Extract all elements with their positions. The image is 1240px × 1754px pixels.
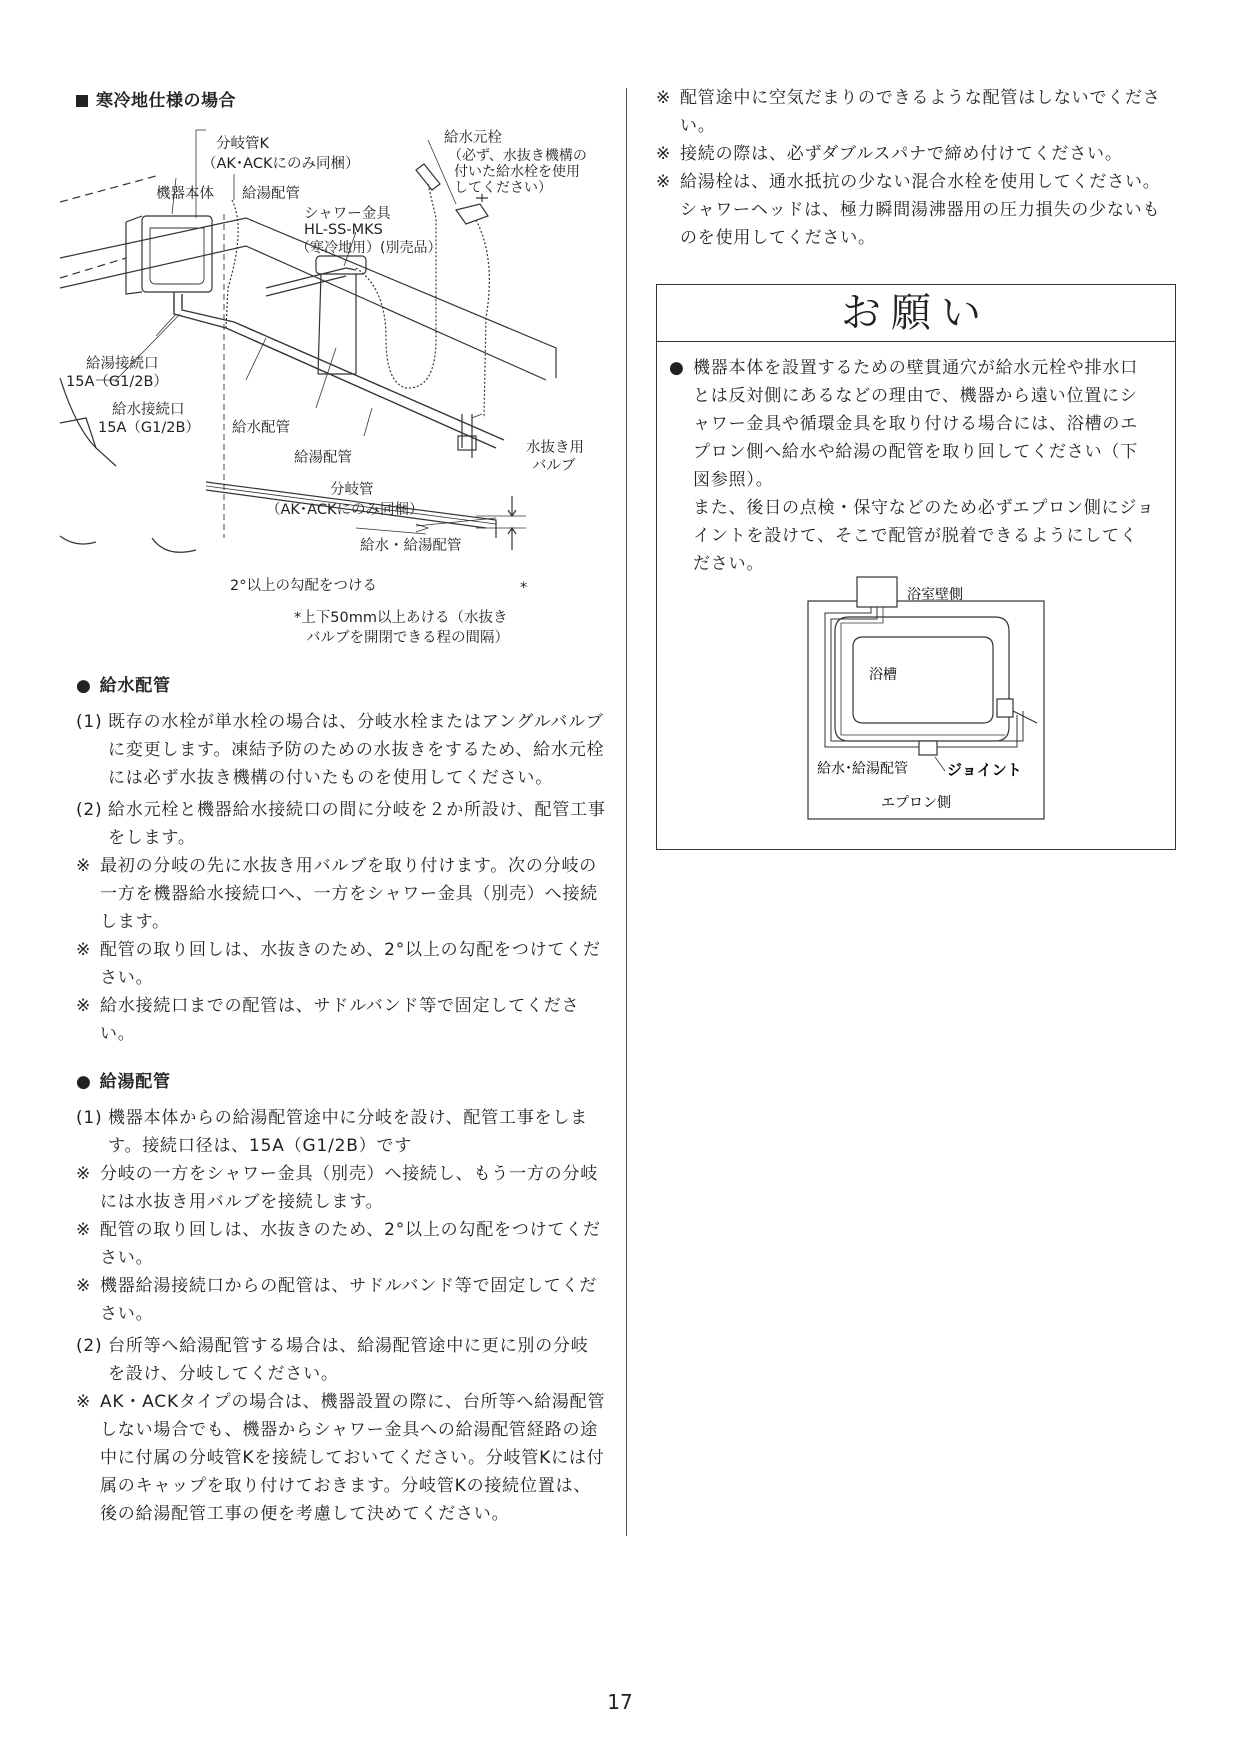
request-bullet: ● xyxy=(669,358,685,378)
request-body xyxy=(657,342,1175,578)
bathtub-layout-diagram xyxy=(807,575,1047,821)
label-gap-note2: バルブを開閉できる程の間隔） xyxy=(306,630,509,646)
label-apron-side: エプロン側 xyxy=(881,795,951,811)
request-paragraph xyxy=(669,354,1155,578)
right-notes xyxy=(656,84,1176,252)
water-supply-note-2: ※ 配管の取り回しは、水抜きのため、2°以上の勾配をつけてください。 xyxy=(76,940,601,988)
hot-water-note-4: ※ AK・ACKタイプの場合は、機器設置の際に、台所等へ給湯配管しない場合でも、機器からシャワー金具への給湯配管経路の途中に付属の分岐管Kを接続しておいてください。分岐管Kには付属のキャップを取り付けておきます。分岐管Kの接続位置は、後の給湯配管工事の便を考慮して決めてください。 xyxy=(76,1392,606,1524)
label-mizunuki-valve1: 水抜き用 xyxy=(526,440,584,456)
bathtub-layout-svg xyxy=(807,575,1047,821)
label-gap-note1: *上下50mm以上あける（水抜き xyxy=(294,610,508,626)
request-para-2: また、後日の点検・保守などのため必ずエプロン側にジョイントを設けて、そこで配管が脱着できるようにしてください。 xyxy=(693,498,1155,574)
page-number: 17 xyxy=(607,1690,633,1714)
label-kyusui-haikan: 給水配管 xyxy=(232,420,290,436)
water-supply-title: ● 給水配管 xyxy=(76,676,171,696)
installation-diagram-svg xyxy=(56,118,616,658)
request-title: お願い xyxy=(657,285,1175,342)
hot-water-title: ● 給湯配管 xyxy=(76,1072,171,1092)
label-kyuto-haikan: 給湯配管 xyxy=(294,450,352,466)
left-column xyxy=(76,672,606,1528)
label-mizunuki-valve2: バルブ xyxy=(532,458,576,474)
water-supply-note-1: ※ 最初の分岐の先に水抜き用バルブを取り付けます。次の分岐の一方を機器給水接続口へ、一方をシャワー金具（別売）へ接続します。 xyxy=(76,856,599,932)
hot-water-note-3: ※ 機器給湯接続口からの配管は、サドルバンド等で固定してください。 xyxy=(76,1276,598,1324)
hot-water-note-1: ※ 分岐の一方をシャワー金具（別売）へ接続し、もう一方の分岐には水抜き用バルブを接続します。 xyxy=(76,1164,599,1212)
section-heading-text: 寒冷地仕様の場合 xyxy=(96,91,236,111)
label-shower-kanagu: シャワー金具 xyxy=(304,206,391,222)
right-note-1: ※ 配管途中に空気だまりのできるような配管はしないでください。 xyxy=(656,88,1161,136)
square-bullet-icon xyxy=(76,95,88,107)
label-bunkikan: 分岐管 xyxy=(330,482,374,498)
hot-water-item-1: (1) 機器本体からの給湯配管途中に分岐を設け、配管工事をします。接続口径は、15A（G1/2B）です xyxy=(76,1108,588,1156)
label-shower-note: （寒冷地用）(別売品） xyxy=(296,240,442,256)
label-kyusui-motosen-note3: してください） xyxy=(454,180,552,196)
label-kyusui-setsuzoku: 給水接続口 xyxy=(112,402,185,418)
label-bunki-k: 分岐管K xyxy=(216,136,270,152)
label-piping: 給水･給湯配管 xyxy=(817,761,908,777)
label-asterisk: * xyxy=(520,580,528,596)
label-kyusui-motosen-note2: 付いた給水栓を使用 xyxy=(454,164,580,180)
label-slope: 2°以上の勾配をつける xyxy=(230,578,377,594)
label-bunki-k-note: （AK･ACKにのみ同梱） xyxy=(202,156,360,172)
right-note-2: ※ 接続の際は、必ずダブルスパナで締め付けてください。 xyxy=(656,144,1123,164)
column-divider xyxy=(626,88,627,1536)
label-kiki-hontai: 機器本体 xyxy=(156,186,214,202)
label-kyusui-motosen-note1: （必ず、水抜き機構の xyxy=(448,148,587,164)
hot-water-note-2: ※ 配管の取り回しは、水抜きのため、2°以上の勾配をつけてください。 xyxy=(76,1220,601,1268)
water-supply-note-3: ※ 給水接続口までの配管は、サドルバンド等で固定してください。 xyxy=(76,996,580,1044)
label-kyuto-setsuzoku: 給湯接続口 xyxy=(86,356,159,372)
label-kyusui-size: 15A（G1/2B） xyxy=(98,420,200,436)
label-kyusui-motosen: 給水元栓 xyxy=(444,130,502,146)
request-para-1: 機器本体を設置するための壁貫通穴が給水元栓や排水口とは反対側にあるなどの理由で、機器から遠い位置にシャワー金具や循環金具を取り付ける場合には、浴槽のエプロン側へ給水や給湯の配管を取り回してください（下図参照）。 xyxy=(693,358,1138,490)
right-note-3: ※ 給湯栓は、通水抵抗の少ない混合水栓を使用してください。シャワーヘッドは、極力瞬間湯沸器用の圧力損失の少ないものを使用してください。 xyxy=(656,172,1161,248)
request-box xyxy=(656,284,1176,850)
water-supply-item-1: (1) 既存の水栓が単水栓の場合は、分岐水栓またはアングルバルブに変更します。凍結予防のための水抜きをするため、給水元栓には必ず水抜き機構の付いたものを使用してください。 xyxy=(76,712,605,788)
hot-water-item-2: (2) 台所等へ給湯配管する場合は、給湯配管途中に更に別の分岐を設け、分岐してください。 xyxy=(76,1336,589,1384)
label-kyuto-size: 15A（G1/2B） xyxy=(66,374,168,390)
water-supply-item-2: (2) 給水元栓と機器給水接続口の間に分岐を２か所設け、配管工事をします。 xyxy=(76,800,606,848)
label-bunkikan-note: （AK･ACKにのみ同梱） xyxy=(266,502,424,518)
label-bathtub: 浴槽 xyxy=(869,667,897,683)
label-joint: ジョイント xyxy=(947,761,1022,779)
section-heading xyxy=(76,86,236,111)
label-wall-side: 浴室壁側 xyxy=(907,587,963,603)
installation-diagram xyxy=(56,118,616,658)
label-kyuto-haikan-top: 給湯配管 xyxy=(242,186,300,202)
label-kyusui-kyuto-haikan: 給水・給湯配管 xyxy=(360,538,462,554)
label-shower-model: HL-SS-MKS xyxy=(304,222,383,238)
